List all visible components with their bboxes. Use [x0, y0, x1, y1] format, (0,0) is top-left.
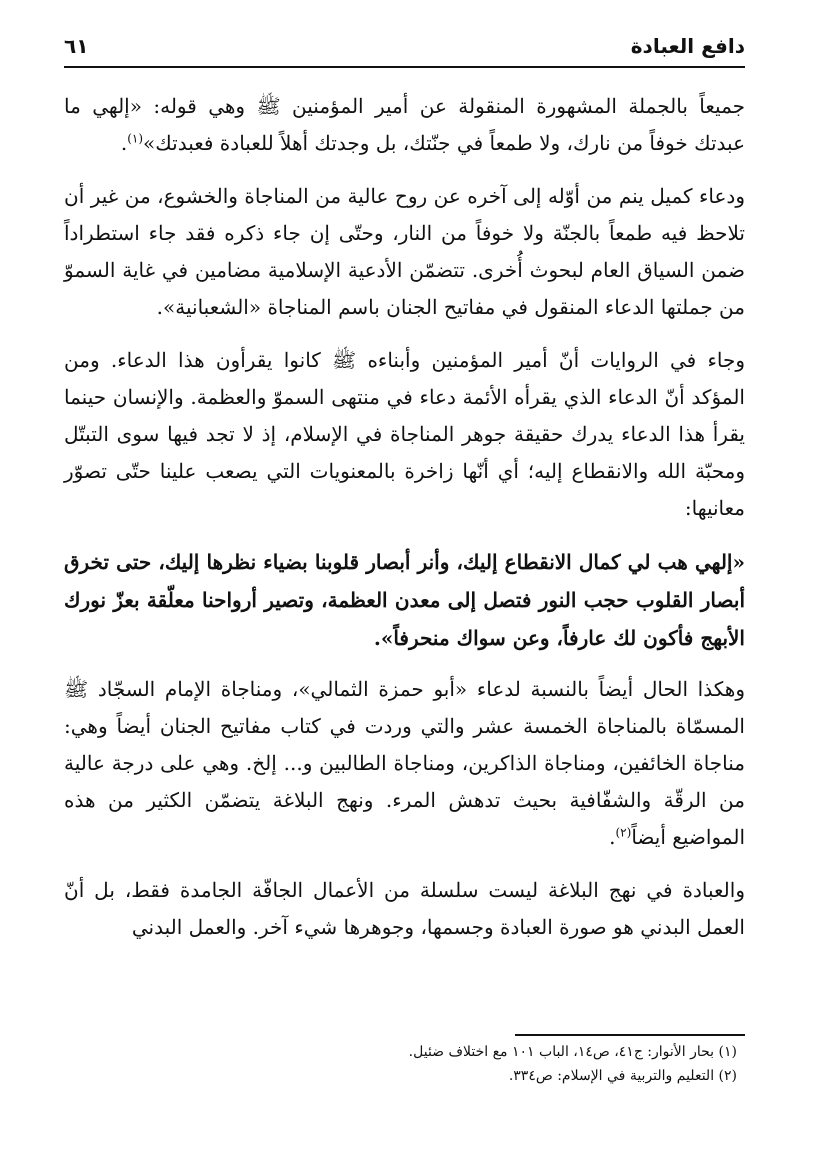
footnote-1: (١) بحار الأنوار: ج٤١، ص١٤، الباب ١٠١ مع اختلاف ضئيل. [408, 1044, 737, 1060]
running-header [64, 30, 745, 64]
supplication-quote: «إلهي هب لي كمال الانقطاع إليك، وأنر أبصار قلوبنا بضياء نظرها إليك، حتى تخرق أبصار القلوب حجب النور فتصل إلى معدن العظمة، وتصير أرواحنا معلّقة بعزّ نورك الأبهج فأكون لك عارفاً، وعن سواك منحرفاً». [64, 550, 745, 650]
header-rule [64, 66, 745, 68]
footnote-2: (٢) التعليم والتربية في الإسلام: ص٣٣٤. [508, 1068, 737, 1084]
paragraph-6: والعبادة في نهج البلاغة ليست سلسلة من الأعمال الجافّة الجامدة فقط، بل أنّ العمل البدني هو صورة العبادة وجسمها، وجوهرها شيء آخر. والعمل البدني [64, 878, 745, 939]
page-number: ٦١ [64, 34, 89, 58]
paragraph-5-tail: . [609, 825, 616, 849]
footnote-ref-2: (٢) [615, 825, 632, 840]
footnote-ref-1: (١) [127, 131, 144, 146]
paragraph-5-text: وهكذا الحال أيضاً بالنسبة لدعاء «أبو حمزة الثمالي»، ومناجاة الإمام السجّاد ﷺ المسمّاة بالمناجاة الخمسة عشر والتي وردت في كتاب مفاتيح الجنان أيضاً وهي: مناجاة الخائفين، ومناجاة الذاكرين، ومناجاة الطالبين و... إلخ. وهي على درجة عالية من الرقّة والشفّافية بحيث تدهش المرء. ونهج البلاغة يتضمّن الكثير من هذه المواضيع أيضاً [64, 677, 745, 849]
paragraph-1 [64, 88, 745, 162]
paragraph-1-tail: . [120, 131, 128, 155]
paragraph-2: ودعاء كميل ينم من أوّله إلى آخره عن روح عالية من المناجاة والخشوع، من غير أن تلاحظ فيه طمعاً بالجنّة ولا خوفاً من النار، وحتّى إن جاء ذكره فقد جاء استطراداً ضمن السياق العام لبحوث أُخرى. تتضمّن الأدعية الإسلامية مضامين في غاية السموّ من جملتها الدعاء المنقول في مفاتيح الجنان باسم المناجاة «الشعبانية». [64, 184, 745, 319]
paragraph-1-text: جميعاً بالجملة المشهورة المنقولة عن أمير المؤمنين ﷺ وهي قوله: «إلهي ما عبدتك خوفاً من نارك، ولا طمعاً في جنّتك، بل وجدتك أهلاً للعبادة فعبدتك» [64, 94, 745, 155]
paragraph-5 [64, 671, 745, 856]
chapter-title: دافع العبادة [630, 34, 745, 58]
footnotes [64, 1040, 737, 1088]
paragraph-3: وجاء في الروايات أنّ أمير المؤمنين وأبناءه ﷺ كانوا يقرأون هذا الدعاء. ومن المؤكد أنّ الدعاء الذي يقرأه الأئمة دعاء في منتهى السموّ والعظمة. والإنسان حينما يقرأ هذا الدعاء يدرك حقيقة جوهر المناجاة في الإسلام، إذ لا تجد فيها سوى التبتّل ومحبّة الله والانقطاع إليه؛ أي أنّها زاخرة بالمعنويات التي يصعب علينا حتّى تصوّر معانيها: [64, 348, 745, 520]
main-text [64, 88, 745, 962]
footnote-rule [515, 1034, 745, 1036]
